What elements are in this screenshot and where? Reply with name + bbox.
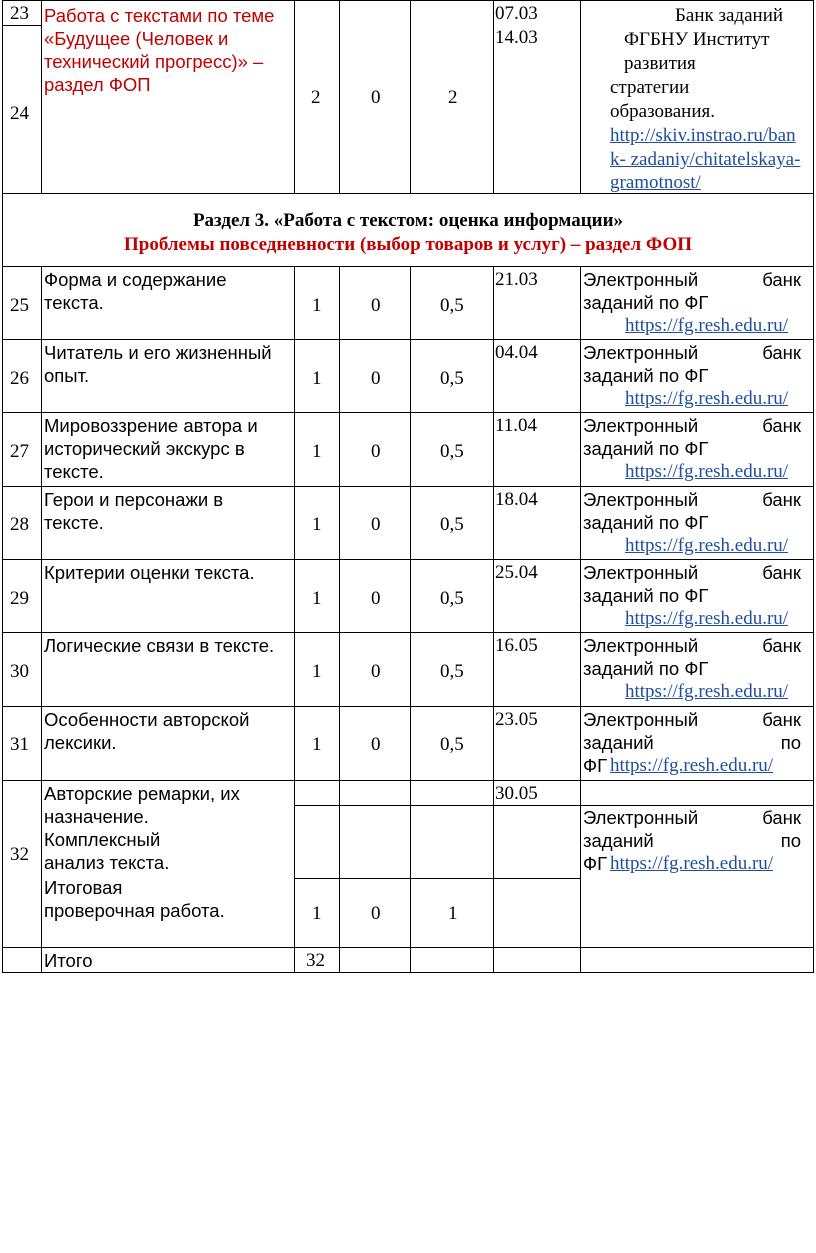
topic-line: опыт. — [44, 365, 90, 386]
row-number: 26 — [10, 368, 29, 389]
hours-cell: 1 — [312, 514, 322, 535]
date-cell: 25.04 — [495, 562, 538, 583]
hours-cell: 1 — [312, 661, 322, 682]
row-number: 31 — [10, 734, 29, 755]
resource-link[interactable]: https://fg.resh.edu.ru/ — [610, 755, 774, 776]
resource-line: стратегии — [610, 77, 690, 98]
practice-cell: 0,5 — [440, 588, 464, 609]
resource-link[interactable]: https://fg.resh.edu.ru/ — [625, 608, 789, 629]
row-number: 27 — [10, 441, 29, 462]
topic-line: тексте. — [44, 512, 104, 533]
theory-cell: 0 — [371, 661, 381, 682]
practice-cell: 0,5 — [440, 514, 464, 535]
practice-cell: 0,5 — [440, 441, 464, 462]
resource-line: заданий по ФГ — [583, 292, 709, 313]
resource-link[interactable]: https://fg.resh.edu.ru/ — [625, 315, 789, 336]
resource-line: заданий по ФГ — [583, 512, 709, 533]
topic-line: Комплексный — [44, 829, 161, 850]
resource-line: ФГБНУ Институт — [624, 29, 770, 50]
resource-link[interactable]: https://fg.resh.edu.ru/ — [625, 535, 789, 556]
resource-prefix: ФГ — [583, 853, 608, 874]
resource-line: заданий по ФГ — [583, 365, 709, 386]
practice-cell: 1 — [448, 903, 458, 924]
topic-line: Авторские ремарки, их — [44, 783, 240, 804]
resource-line: Электронный банк — [583, 709, 801, 730]
hours-cell: 1 — [312, 368, 322, 389]
hours-cell: 1 — [312, 588, 322, 609]
resource-line: заданий по — [583, 732, 801, 753]
theory-cell: 0 — [371, 368, 381, 389]
date-cell: 11.04 — [495, 415, 538, 436]
topic-line: раздел ФОП — [44, 74, 151, 95]
theory-cell: 0 — [371, 588, 381, 609]
resource-link[interactable]: https://fg.resh.edu.ru/ — [610, 853, 774, 874]
topic-line: «Будущее (Человек и — [44, 28, 229, 49]
hours-cell: 2 — [311, 87, 321, 108]
resource-line: Электронный банк — [583, 269, 801, 290]
resource-line: развития — [624, 53, 696, 74]
hours-cell: 1 — [312, 441, 322, 462]
topic-line: проверочная работа. — [44, 900, 225, 921]
topic-line: назначение. — [44, 806, 149, 827]
topic-line: Итоговая — [44, 877, 123, 898]
resource-line: Электронный банк — [583, 562, 801, 583]
resource-line: заданий по ФГ — [583, 658, 709, 679]
total-hours: 32 — [306, 950, 325, 971]
topic-line: Форма и содержание — [44, 269, 227, 290]
hours-cell: 1 — [312, 295, 322, 316]
topic-line: Мировоззрение автора и — [44, 415, 258, 436]
topic-line: Логические связи в тексте. — [44, 635, 275, 656]
topic-line: Читатель и его жизненный — [44, 342, 272, 363]
resource-line: образования. — [610, 101, 715, 122]
resource-line: Электронный банк — [583, 489, 801, 510]
practice-cell: 0,5 — [440, 661, 464, 682]
topic-line: тексте. — [44, 461, 104, 482]
topic-line: Критерии оценки текста. — [44, 562, 255, 583]
resource-link[interactable]: gramotnost/ — [610, 172, 701, 193]
resource-link[interactable]: k- zadaniy/chitatelskaya- — [610, 149, 801, 170]
resource-line: Банк заданий — [675, 5, 784, 26]
theory-cell: 0 — [371, 514, 381, 535]
resource-line: Электронный банк — [583, 415, 801, 436]
resource-line: заданий по — [583, 830, 801, 851]
topic-line: анализ текста. — [44, 852, 170, 873]
date-cell: 16.05 — [495, 635, 538, 656]
row-number: 30 — [10, 661, 29, 682]
section-title: Раздел 3. «Работа с текстом: оценка информации» — [192, 210, 624, 231]
hours-cell: 1 — [312, 734, 322, 755]
theory-cell: 0 — [371, 441, 381, 462]
theory-cell: 0 — [371, 87, 381, 108]
row-number: 23 — [10, 3, 29, 24]
theory-cell: 0 — [371, 903, 381, 924]
topic-line: текста. — [44, 292, 104, 313]
date-cell: 30.05 — [495, 783, 538, 804]
theory-cell: 0 — [371, 734, 381, 755]
topic-line: Герои и персонажи в — [44, 489, 224, 510]
topic-line: исторический экскурс в — [44, 438, 245, 459]
topic-line: лексики. — [44, 732, 117, 753]
resource-link[interactable]: https://fg.resh.edu.ru/ — [625, 681, 789, 702]
row-number: 25 — [10, 295, 29, 316]
date-cell: 14.03 — [495, 27, 538, 48]
date-cell: 21.03 — [495, 269, 538, 290]
practice-cell: 0,5 — [440, 368, 464, 389]
date-cell: 04.04 — [495, 342, 538, 363]
resource-line: Электронный банк — [583, 342, 801, 363]
resource-link[interactable]: https://fg.resh.edu.ru/ — [625, 461, 789, 482]
hours-cell: 1 — [312, 903, 322, 924]
resource-line: заданий по ФГ — [583, 438, 709, 459]
row-number: 24 — [10, 103, 29, 124]
total-label: Итого — [44, 950, 93, 971]
date-cell: 23.05 — [495, 709, 538, 730]
resource-line: заданий по ФГ — [583, 585, 709, 606]
resource-link[interactable]: http://skiv.instrao.ru/ban — [610, 125, 796, 146]
resource-line: Электронный банк — [583, 635, 801, 656]
date-cell: 18.04 — [495, 489, 538, 510]
row-number: 28 — [10, 514, 29, 535]
resource-line: Электронный банк — [583, 807, 801, 828]
topic-line: Особенности авторской — [44, 709, 250, 730]
row-number: 29 — [10, 588, 29, 609]
practice-cell: 0,5 — [440, 295, 464, 316]
topic-line: Работа с текстами по теме — [44, 5, 275, 26]
resource-link[interactable]: https://fg.resh.edu.ru/ — [625, 388, 789, 409]
practice-cell: 2 — [448, 87, 458, 108]
resource-prefix: ФГ — [583, 755, 608, 776]
topic-line: технический прогресс)» – — [44, 51, 264, 72]
section-subtitle: Проблемы повседневности (выбор товаров и услуг) – раздел ФОП — [123, 234, 692, 255]
date-cell: 07.03 — [495, 3, 538, 24]
theory-cell: 0 — [371, 295, 381, 316]
row-number: 32 — [10, 844, 29, 865]
practice-cell: 0,5 — [440, 734, 464, 755]
